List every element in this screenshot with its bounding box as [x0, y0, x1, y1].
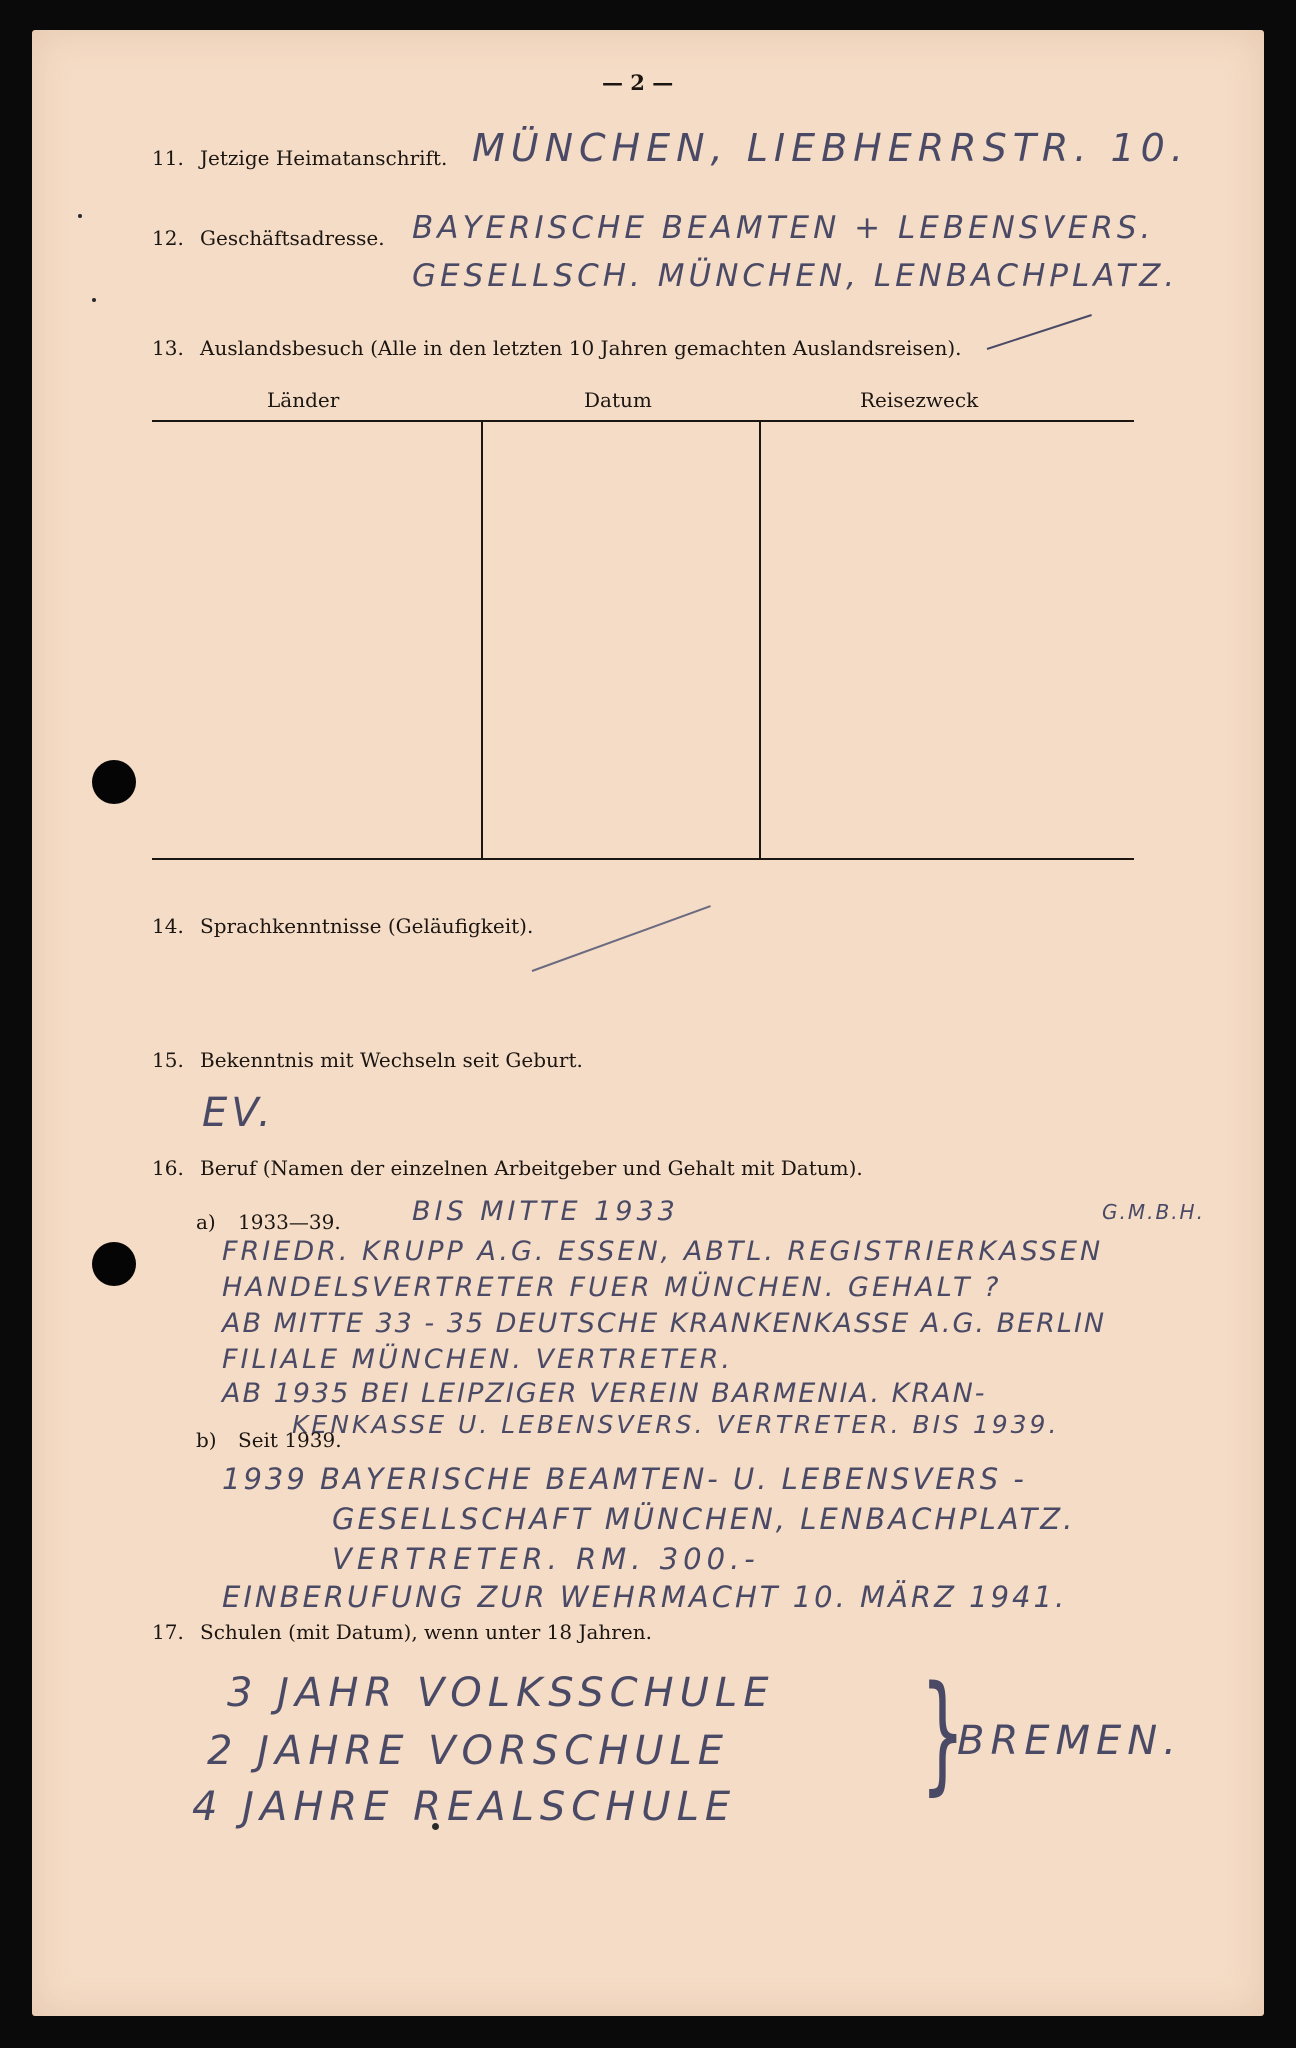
item-16-a-line: BIS MITTE 1933 [412, 1196, 679, 1227]
item-16-b-period: Seit 1939. [238, 1428, 342, 1452]
item-16-a-period: 1933—39. [238, 1210, 341, 1234]
item-16-b-line: GESELLSCHAFT MÜNCHEN, LENBACHPLATZ. [332, 1502, 1076, 1536]
item-16-b-label: b) [196, 1428, 217, 1452]
column-header-datum: Datum [584, 388, 652, 412]
item-12-answer-line2: GESELLSCH. MÜNCHEN, LENBACHPLATZ. [412, 258, 1179, 294]
item-14-number: 14. [152, 914, 184, 938]
item-16-b-line: VERTRETER. RM. 300.- [332, 1542, 760, 1576]
item-13-number: 13. [152, 336, 184, 360]
paper-speck [78, 214, 82, 218]
item-12-answer-line1: BAYERISCHE BEAMTEN + LEBENSVERS. [412, 210, 1155, 246]
item-11-number: 11. [152, 146, 184, 170]
document-page [32, 30, 1264, 2016]
table-column-divider-1 [481, 422, 483, 858]
item-17-place: BREMEN. [957, 1718, 1182, 1764]
item-16-a-label: a) [196, 1210, 216, 1234]
item-15-label: Bekenntnis mit Wechseln seit Geburt. [200, 1048, 583, 1072]
item-12-number: 12. [152, 226, 184, 250]
item-15-answer: EV. [202, 1090, 275, 1136]
item-17-number: 17. [152, 1620, 184, 1644]
item-16-a-line: G.M.B.H. [1102, 1200, 1205, 1224]
item-16-label: Beruf (Namen der einzelnen Arbeitgeber und Gehalt mit Datum). [200, 1156, 863, 1180]
item-16-a-line: KENKASSE U. LEBENSVERS. VERTRETER. BIS 1939. [292, 1410, 1060, 1439]
item-16-a-line: AB 1935 BEI LEIPZIGER VEREIN BARMENIA. KRAN- [222, 1378, 987, 1409]
column-header-reisezweck: Reisezweck [860, 388, 979, 412]
table-top-rule [152, 420, 1134, 422]
table-bottom-rule [152, 858, 1134, 860]
item-15-number: 15. [152, 1048, 184, 1072]
item-16-b-line: EINBERUFUNG ZUR WEHRMACHT 10. MÄRZ 1941. [222, 1580, 1068, 1614]
item-14-label: Sprachkenntnisse (Geläufigkeit). [200, 914, 534, 938]
item-17-school-line: 2 JAHRE VORSCHULE [207, 1728, 730, 1774]
item-17-label: Schulen (mit Datum), wenn unter 18 Jahren. [200, 1620, 652, 1644]
page-number: — 2 — [602, 70, 674, 95]
paper-speck [92, 298, 96, 302]
punch-hole-bottom [92, 1242, 136, 1286]
item-14-strike-mark [532, 905, 711, 972]
item-16-a-line: FILIALE MÜNCHEN. VERTRETER. [222, 1344, 733, 1375]
punch-hole-top [92, 760, 136, 804]
item-11-label: Jetzige Heimatanschrift. [200, 146, 448, 170]
item-11-answer: MÜNCHEN, LIEBHERRSTR. 10. [472, 126, 1189, 170]
item-17-brace: } [920, 1659, 966, 1808]
item-16-a-line: AB MITTE 33 - 35 DEUTSCHE KRANKENKASSE A.G. BERLIN [222, 1308, 1107, 1339]
item-13-label: Auslandsbesuch (Alle in den letzten 10 Jahren gemachten Auslandsreisen). [200, 336, 962, 360]
item-17-school-line: 3 JAHR VOLKSSCHULE [227, 1670, 775, 1716]
item-13-strike-mark [987, 314, 1092, 350]
item-12-label: Geschäftsadresse. [200, 226, 385, 250]
item-16-a-line: HANDELSVERTRETER FUER MÜNCHEN. GEHALT ? [222, 1272, 1002, 1303]
item-16-number: 16. [152, 1156, 184, 1180]
item-16-a-line: FRIEDR. KRUPP A.G. ESSEN, ABTL. REGISTRIERKASSEN [222, 1236, 1104, 1267]
column-header-laender: Länder [267, 388, 340, 412]
item-17-school-line: 4 JAHRE REALSCHULE [192, 1784, 737, 1830]
item-16-b-line: 1939 BAYERISCHE BEAMTEN- U. LEBENSVERS - [222, 1462, 1027, 1496]
table-column-divider-2 [759, 422, 761, 858]
